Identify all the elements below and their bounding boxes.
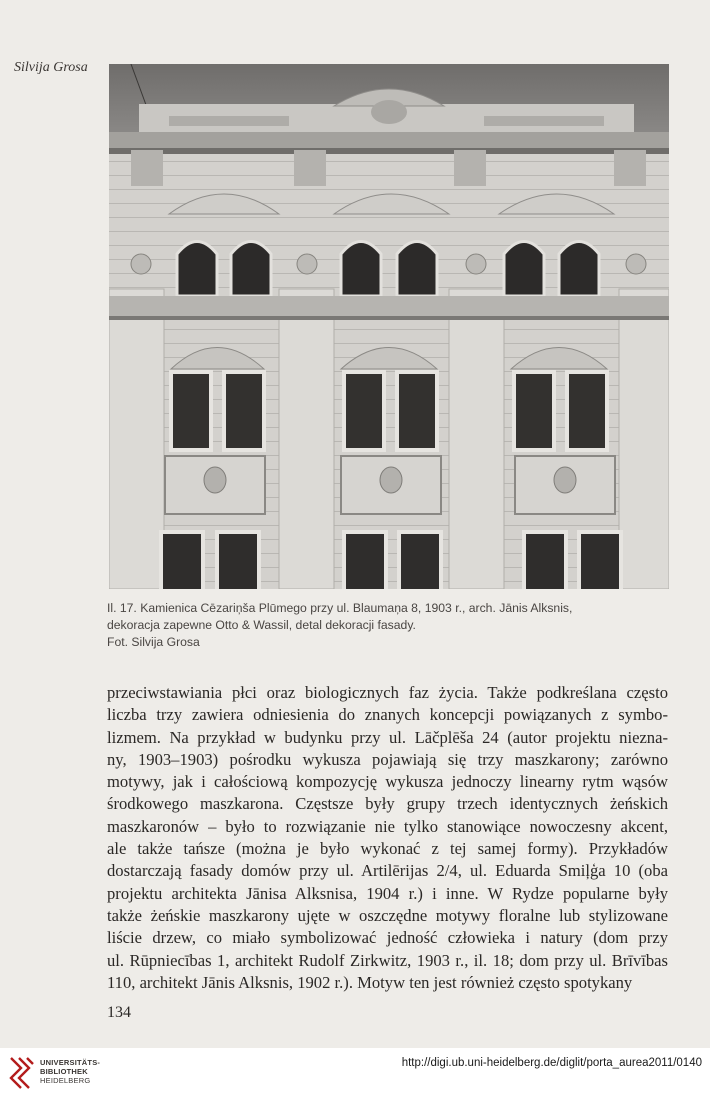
library-line: HEIDELBERG (40, 1076, 91, 1085)
digitization-footer (0, 1048, 710, 1100)
text-line: przeciwstawiania płci oraz biologicznych faz życia. Także podkreślana często (107, 683, 668, 702)
caption-line: Il. 17. Kamienica Cēzariņša Plūmego przy ul. Blaumaņa 8, 1903 r., arch. Jānis Alksnis, (107, 601, 573, 615)
running-head: Silvija Grosa (14, 60, 88, 75)
text-line: liczba trzy zawiera odniesienia do znanych koncepcji powiązanych z symbo- (107, 705, 668, 725)
library-name (40, 1058, 100, 1085)
facade-photograph (109, 64, 669, 589)
permalink[interactable]: http://digi.ub.uni-heidelberg.de/diglit/porta_aurea2011/0140 (401, 1057, 702, 1069)
text-line: liście drzew, co miało symbolizować jedność człowieka i natury (dom przy (107, 928, 668, 948)
ub-heidelberg-logo-icon[interactable] (8, 1054, 36, 1092)
text-line: ul. Rūpniecības 1, architekt Rudolf Zirkwitz, 1903 r., il. 18; dom przy ul. Brīvības (107, 950, 668, 970)
text-line: projektu architekta Jānisa Alksnisa, 1904 r.) i inne. W Rydze popularne były (107, 883, 668, 903)
text-line: ny, 1903–1903) pośrodku wykusza pojawiają się trzy maszkarony; zarówno (107, 749, 668, 769)
text-line: lizmem. Na przykład w budynku przy ul. Lāčplēša 24 (autor projektu niezna- (107, 727, 668, 747)
library-line: UNIVERSITÄTS- (40, 1058, 101, 1067)
library-line: BIBLIOTHEK (40, 1067, 88, 1076)
page-number: 134 (107, 1004, 131, 1021)
text-line: maszkaronów – było to rozwiązanie nie tylko stanowiące nowoczesny akcent, (107, 816, 668, 836)
text-line: także żeńskie maszkarony ujęte w oszczędne motywy floralne lub stylizowane (107, 905, 668, 925)
text-line: motywy, jak i całościową kompozycję wykusza jednoczy linearny rytm wąsów (107, 772, 668, 792)
text-line: 110, architekt Jānis Alksnis, 1902 r.). Motyw ten jest również często spotykany (107, 972, 633, 992)
caption-line: Fot. Silvija Grosa (107, 635, 200, 649)
text-line: środkowego maszkarona. Częstsze były grupy trzech identycznych żeńskich (107, 794, 668, 814)
text-line: dostarczają fasady domów przy ul. Artilērijas 2/4, ul. Eduarda Smiļģa 10 (oba (107, 861, 668, 881)
caption-line: dekoracja zapewne Otto & Wassil, detal dekoracji fasady. (107, 618, 416, 632)
figure-caption (107, 600, 667, 651)
text-line: ale także tańsze (można je było wykonać z tej samej formy). Przykładów (107, 839, 668, 859)
body-text (107, 682, 668, 994)
